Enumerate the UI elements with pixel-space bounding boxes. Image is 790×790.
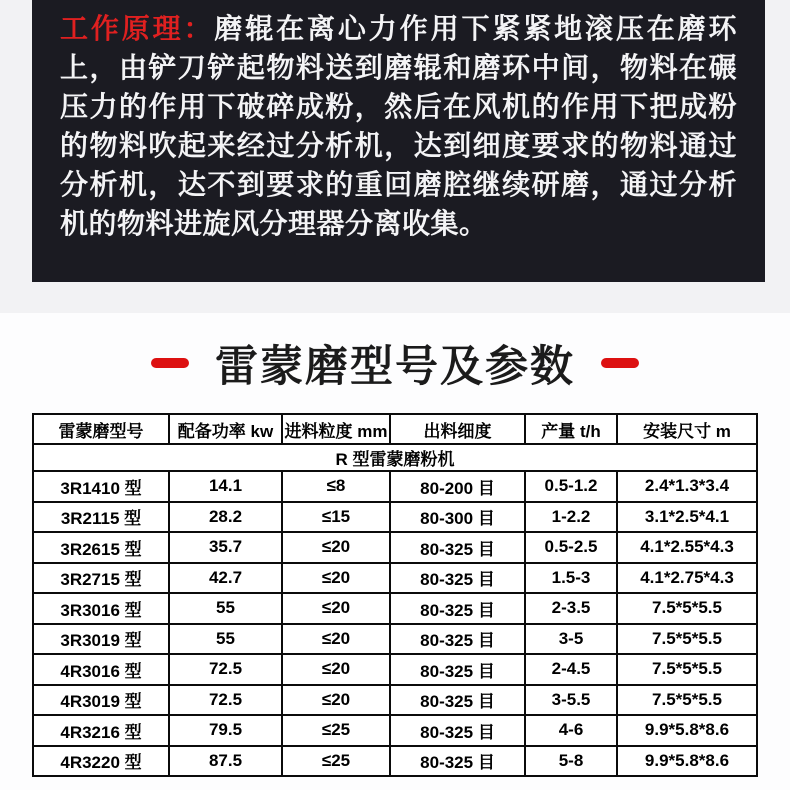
cell-feed-size: ≤20 <box>282 593 390 624</box>
cell-capacity: 1-2.2 <box>525 502 617 533</box>
section-title-row <box>0 313 790 413</box>
table-row <box>33 715 757 746</box>
cell-capacity: 4-6 <box>525 715 617 746</box>
cell-dimensions: 7.5*5*5.5 <box>617 593 757 624</box>
cell-capacity: 0.5-2.5 <box>525 532 617 563</box>
cell-feed-size: ≤20 <box>282 685 390 716</box>
col-header-power: 配备功率 kw <box>169 414 282 444</box>
cell-feed-size: ≤25 <box>282 715 390 746</box>
cell-capacity: 1.5-3 <box>525 563 617 594</box>
cell-power: 72.5 <box>169 685 282 716</box>
table-row <box>33 532 757 563</box>
cell-capacity: 5-8 <box>525 746 617 777</box>
cell-feed-size: ≤20 <box>282 624 390 655</box>
cell-model: 4R3216 型 <box>33 715 169 746</box>
cell-dimensions: 7.5*5*5.5 <box>617 685 757 716</box>
cell-capacity: 3-5 <box>525 624 617 655</box>
cell-dimensions: 9.9*5.8*8.6 <box>617 746 757 777</box>
cell-model: 4R3016 型 <box>33 654 169 685</box>
cell-feed-size: ≤20 <box>282 563 390 594</box>
cell-model: 3R3016 型 <box>33 593 169 624</box>
cell-fineness: 80-325 目 <box>390 624 525 655</box>
cell-fineness: 80-325 目 <box>390 685 525 716</box>
cell-power: 28.2 <box>169 502 282 533</box>
table-row <box>33 685 757 716</box>
cell-dimensions: 4.1*2.55*4.3 <box>617 532 757 563</box>
cell-fineness: 80-325 目 <box>390 654 525 685</box>
cell-power: 35.7 <box>169 532 282 563</box>
cell-dimensions: 7.5*5*5.5 <box>617 624 757 655</box>
col-header-capacity: 产量 t/h <box>525 414 617 444</box>
cell-fineness: 80-325 目 <box>390 746 525 777</box>
section-title: 雷蒙磨型号及参数 <box>215 342 575 391</box>
cell-fineness: 80-325 目 <box>390 563 525 594</box>
cell-power: 14.1 <box>169 471 282 502</box>
cell-dimensions: 4.1*2.75*4.3 <box>617 563 757 594</box>
cell-dimensions: 7.5*5*5.5 <box>617 654 757 685</box>
working-principle-text: 磨辊在离心力作用下紧紧地滚压在磨环上，由铲刀铲起物料送到磨辊和磨环中间，物料在碾压力的作用下破碎成粉，然后在风机的作用下把成粉的物料吹起来经过分析机，达到细度要求的物料通过分析机，达不到要求的重回磨腔继续研磨，通过分析机的物料进旋风分理器分离收集。 <box>60 13 737 239</box>
working-principle-panel <box>32 0 765 282</box>
cell-dimensions: 9.9*5.8*8.6 <box>617 715 757 746</box>
cell-fineness: 80-200 目 <box>390 471 525 502</box>
cell-model: 3R1410 型 <box>33 471 169 502</box>
title-dash-left-icon <box>151 358 189 368</box>
table-row <box>33 746 757 777</box>
cell-fineness: 80-325 目 <box>390 593 525 624</box>
col-header-model: 雷蒙磨型号 <box>33 414 169 444</box>
cell-feed-size: ≤15 <box>282 502 390 533</box>
cell-feed-size: ≤20 <box>282 532 390 563</box>
spec-table <box>32 413 758 777</box>
table-row <box>33 624 757 655</box>
cell-model: 3R2715 型 <box>33 563 169 594</box>
cell-fineness: 80-300 目 <box>390 502 525 533</box>
working-principle-label: 工作原理： <box>60 13 215 44</box>
title-dash-right-icon <box>601 358 639 368</box>
table-row <box>33 471 757 502</box>
cell-feed-size: ≤25 <box>282 746 390 777</box>
cell-power: 79.5 <box>169 715 282 746</box>
cell-capacity: 2-3.5 <box>525 593 617 624</box>
table-row <box>33 654 757 685</box>
col-header-dimensions: 安装尺寸 m <box>617 414 757 444</box>
working-principle-paragraph <box>60 9 737 243</box>
col-header-feed-size: 进料粒度 mm <box>282 414 390 444</box>
table-row <box>33 593 757 624</box>
table-row <box>33 502 757 533</box>
cell-capacity: 2-4.5 <box>525 654 617 685</box>
cell-fineness: 80-325 目 <box>390 715 525 746</box>
cell-model: 4R3220 型 <box>33 746 169 777</box>
cell-model: 3R2615 型 <box>33 532 169 563</box>
cell-power: 55 <box>169 624 282 655</box>
table-group-header: R 型雷蒙磨粉机 <box>33 444 757 471</box>
top-band <box>0 0 790 313</box>
cell-dimensions: 3.1*2.5*4.1 <box>617 502 757 533</box>
cell-power: 55 <box>169 593 282 624</box>
table-row <box>33 563 757 594</box>
table-group-header-row <box>33 444 757 471</box>
col-header-output-fineness: 出料细度 <box>390 414 525 444</box>
cell-capacity: 0.5-1.2 <box>525 471 617 502</box>
cell-fineness: 80-325 目 <box>390 532 525 563</box>
table-header-row <box>33 414 757 444</box>
cell-capacity: 3-5.5 <box>525 685 617 716</box>
cell-model: 4R3019 型 <box>33 685 169 716</box>
cell-power: 72.5 <box>169 654 282 685</box>
cell-feed-size: ≤8 <box>282 471 390 502</box>
cell-feed-size: ≤20 <box>282 654 390 685</box>
cell-dimensions: 2.4*1.3*3.4 <box>617 471 757 502</box>
cell-power: 42.7 <box>169 563 282 594</box>
cell-model: 3R2115 型 <box>33 502 169 533</box>
cell-model: 3R3019 型 <box>33 624 169 655</box>
cell-power: 87.5 <box>169 746 282 777</box>
